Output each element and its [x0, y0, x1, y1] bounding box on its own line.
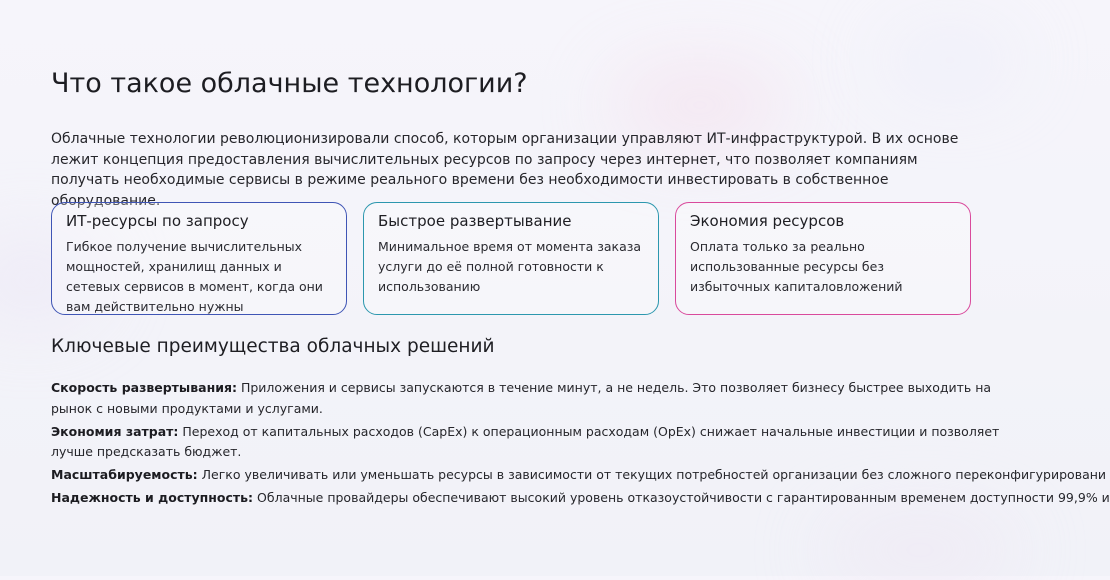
intro-paragraph: Облачные технологии революционизировали способ, которым организации управляют ИТ-инфраструктурой. В их основе лежит концепция предоставления вычислительных ресурсов по запросу через интернет, что позволяет компаниям получать необходимые сервисы в режиме реального времени без необходимости инвестировать в собственное оборудование.	[51, 131, 959, 209]
card-it-resources	[51, 202, 347, 315]
background-blob	[880, 30, 1020, 90]
card-text: Гибкое получение вычислительных мощностей, хранилищ данных и сетевых сервисов в момент, когда они вам действительно нужны	[66, 239, 323, 314]
benefit-item	[51, 465, 1107, 486]
card-title: Быстрое развертывание	[378, 212, 572, 230]
benefit-item	[51, 488, 1110, 509]
benefit-text: Облачные провайдеры обеспечивают высокий уровень отказоустойчивости с гарантированным временем доступности 99,9% и	[253, 490, 1110, 505]
card-text: Минимальное время от момента заказа услуги до её полной готовности к использованию	[378, 239, 642, 294]
benefit-label: Экономия затрат:	[51, 423, 179, 439]
card-fast-deployment	[363, 202, 659, 315]
benefit-text: Переход от капитальных расходов (CapEx) к операционным расходам (OpEx) снижает начальные инвестиции и позволяет лучше предсказать бюджет.	[51, 423, 1000, 459]
benefit-text: Легко увеличивать или уменьшать ресурсы в зависимости от текущих потребностей организации без сложного переконфигурировани	[197, 467, 1107, 482]
benefits-list	[51, 378, 1110, 511]
card-resource-savings	[675, 202, 971, 315]
card-text: Оплата только за реально использованные ресурсы без избыточных капиталовложений	[690, 239, 903, 294]
benefit-label: Скорость развертывания:	[51, 380, 237, 395]
benefit-text: Приложения и сервисы запускаются в течение минут, а не недель. Это позволяет бизнесу быстрее выходить на рынок с новыми продуктами и услугами.	[51, 380, 992, 416]
benefit-label: Надежность и доступность:	[51, 490, 254, 505]
slide-title: Что такое облачные технологии?	[51, 68, 528, 99]
benefit-item	[51, 422, 1024, 463]
benefit-label: Масштабируемость:	[51, 467, 198, 482]
benefit-item	[51, 378, 1024, 419]
background-blob	[820, 520, 1020, 580]
card-title: ИТ-ресурсы по запросу	[66, 212, 249, 230]
section-subtitle: Ключевые преимущества облачных решений	[51, 336, 495, 357]
card-title: Экономия ресурсов	[690, 212, 845, 230]
